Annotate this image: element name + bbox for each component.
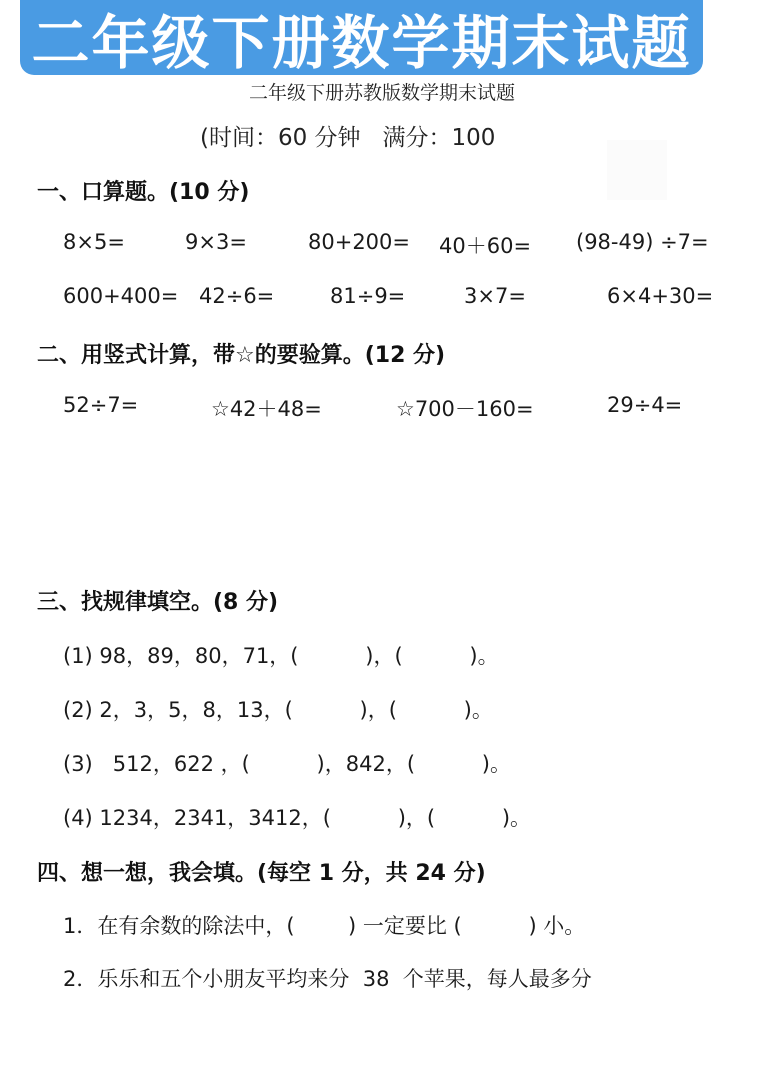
problem: 600+400= bbox=[63, 284, 179, 308]
problem: 29÷4= bbox=[607, 393, 683, 417]
problem: 3×7= bbox=[464, 284, 526, 308]
problem: (98-49) ÷7= bbox=[576, 230, 709, 254]
banner-title: 二年级下册数学期末试题 bbox=[31, 8, 692, 77]
blank-area bbox=[607, 140, 667, 200]
problem: 52÷7= bbox=[63, 393, 139, 417]
title-banner bbox=[20, 0, 703, 75]
problem: ☆700－160= bbox=[396, 397, 534, 421]
problem: ☆42＋48= bbox=[211, 397, 322, 421]
problem: 8×5= bbox=[63, 230, 125, 254]
problem: 80+200= bbox=[308, 230, 410, 254]
document-subtitle: 二年级下册苏教版数学期末试题 bbox=[248, 82, 515, 104]
section-3-heading: 三、找规律填空。(8 分) bbox=[37, 590, 279, 615]
section-1-heading: 一、口算题。(10 分) bbox=[37, 180, 250, 205]
section-4-heading: 四、想一想，我会填。(每空 1 分，共 24 分) bbox=[37, 861, 486, 886]
problem: 42÷6= bbox=[199, 284, 275, 308]
fill-item: 1．在有余数的除法中，( ) 一定要比 ( ) 小。 bbox=[63, 914, 586, 938]
problem: 81÷9= bbox=[330, 284, 406, 308]
section-2-heading: 二、用竖式计算，带☆的要验算。(12 分) bbox=[37, 343, 446, 368]
fill-item: 2．乐乐和五个小朋友平均来分 38 个苹果，每人最多分 bbox=[63, 967, 592, 991]
pattern-item: (3) 512，622 ，( )，842，( )。 bbox=[63, 752, 511, 776]
problem: 40＋60= bbox=[439, 234, 532, 258]
pattern-item: (4) 1234，2341，3412，( )，( )。 bbox=[63, 806, 532, 830]
exam-meta: (时间：60 分钟 满分：100 bbox=[200, 125, 496, 151]
problem: 9×3= bbox=[185, 230, 247, 254]
problem: 6×4+30= bbox=[607, 284, 714, 308]
pattern-item: (2) 2，3，5，8，13，( )，( )。 bbox=[63, 698, 493, 722]
pattern-item: (1) 98，89，80，71，( )，( )。 bbox=[63, 644, 499, 668]
